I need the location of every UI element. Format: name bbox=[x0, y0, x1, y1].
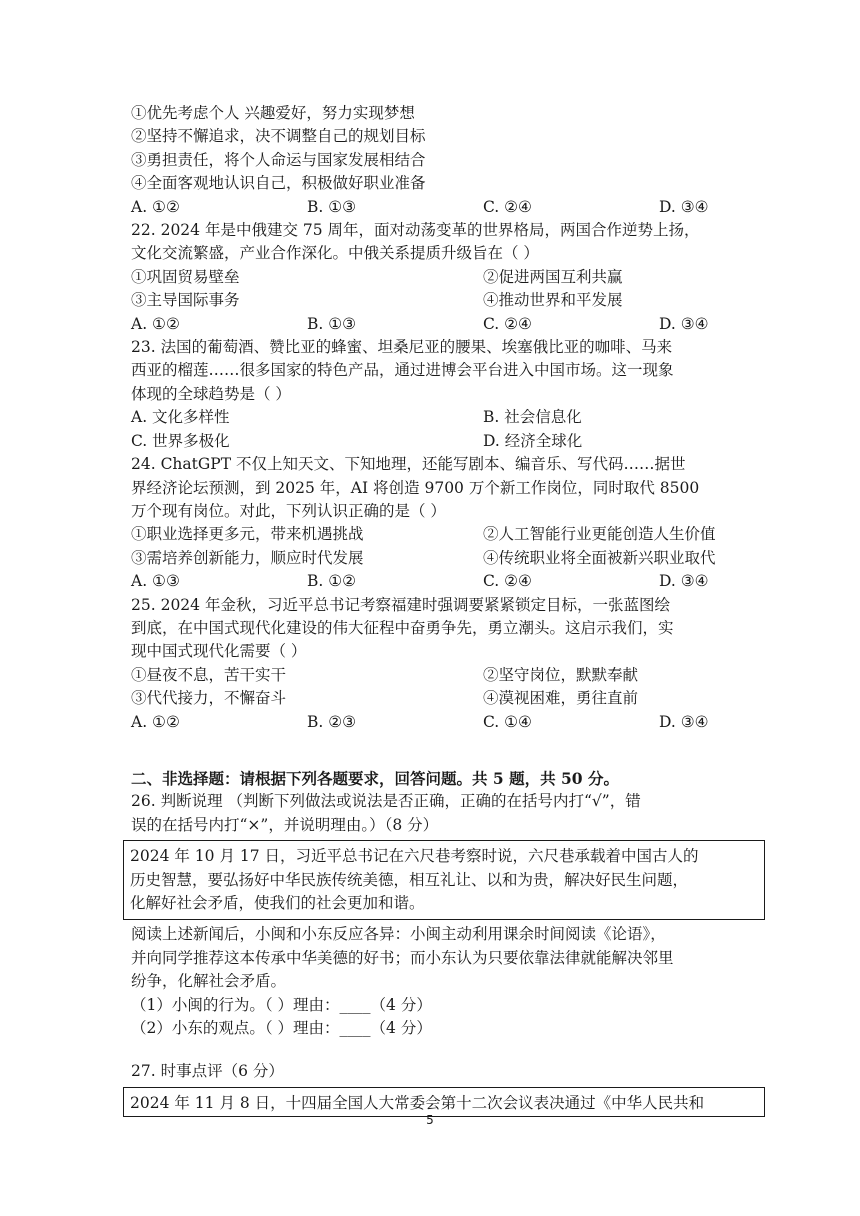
q21-option-2: ②坚持不懈追求，决不调整自己的规划目标 bbox=[131, 127, 426, 146]
q24-options-row-1 bbox=[131, 523, 771, 546]
q25-choices bbox=[131, 711, 771, 734]
q23-options-row-1 bbox=[131, 406, 771, 429]
q22-option-3: ③主导国际事务 bbox=[131, 291, 240, 310]
exam-content bbox=[131, 102, 771, 1120]
q25-choice-a: A. ①② bbox=[131, 712, 180, 731]
q26-passage-line-1: 阅读上述新闻后，小闽和小东反应各异：小闽主动利用课余时间阅读《论语》， bbox=[131, 925, 666, 944]
q24-options-row-2 bbox=[131, 547, 771, 570]
q25-option-2: ②坚守岗位，默默奉献 bbox=[483, 665, 639, 684]
q21-choice-d: D. ③④ bbox=[659, 197, 709, 216]
q25-option-3: ③代代接力，不懈奋斗 bbox=[131, 689, 287, 708]
q26-sub-question-2: （2）小东的观点。（ ）理由：____（4 分） bbox=[131, 1019, 432, 1038]
q24-option-4: ④传统职业将全面被新兴职业取代 bbox=[483, 548, 716, 567]
q23-stem-line-1: 23. 法国的葡萄酒、赞比亚的蜂蜜、坦桑尼亚的腰果、埃塞俄比亚的咖啡、马来 bbox=[131, 338, 673, 357]
q24-choice-b: B. ①② bbox=[307, 572, 357, 591]
q24-option-3: ③需培养创新能力，顺应时代发展 bbox=[131, 548, 364, 567]
spacer bbox=[131, 1040, 771, 1060]
q21-option-4: ④全面客观地认识自己，积极做好职业准备 bbox=[131, 174, 426, 193]
section-2-title: 二、非选择题：请根据下列各题要求，回答问题。共 5 题，共 50 分。 bbox=[131, 768, 619, 788]
q22-stem-line-2: 文化交流繁盛，产业合作深化。中俄关系提质升级旨在（ ） bbox=[131, 244, 539, 263]
q24-option-2: ②人工智能行业更能创造人生价值 bbox=[483, 525, 716, 544]
q24-choice-c: C. ②④ bbox=[483, 572, 532, 591]
q21-choice-b: B. ①③ bbox=[307, 197, 357, 216]
q25-stem-line-2: 到底，在中国式现代化建设的伟大征程中奋勇争先，勇立潮头。这启示我们，实 bbox=[131, 618, 674, 637]
q22-choices bbox=[131, 313, 771, 336]
q22-choice-a: A. ①② bbox=[131, 314, 180, 333]
q25-option-1: ①昼夜不息，苦干实干 bbox=[131, 665, 287, 684]
spacer bbox=[131, 734, 771, 767]
q27-title: 27. 时事点评（6 分） bbox=[131, 1062, 284, 1081]
q26-news-box bbox=[123, 840, 765, 920]
q21-choice-c: C. ②④ bbox=[483, 197, 532, 216]
q25-choice-c: C. ①④ bbox=[483, 712, 532, 731]
q24-stem-line-2: 界经济论坛预测，到 2025 年，AI 将创造 9700 万个新工作岗位，同时取代 8500 bbox=[131, 478, 700, 497]
q24-choices bbox=[131, 570, 771, 593]
q23-choice-a: A. 文化多样性 bbox=[131, 408, 230, 427]
page-number: 5 bbox=[426, 1113, 434, 1127]
q23-options-row-2 bbox=[131, 430, 771, 453]
q22-stem-line-1: 22. 2024 年是中俄建交 75 周年，面对动荡变革的世界格局，两国合作逆势上扬， bbox=[131, 221, 700, 240]
q26-stem-line-2: 误的在括号内打“×”，并说明理由。）（8 分） bbox=[131, 815, 439, 834]
q25-option-4: ④漠视困难，勇往直前 bbox=[483, 689, 639, 708]
q23-choice-d: D. 经济全球化 bbox=[483, 431, 583, 450]
q26-box-line-2: 历史智慧，要弘扬好中华民族传统美德，相互礼让、以和为贵，解决好民生问题， bbox=[130, 870, 689, 889]
q24-stem-line-1: 24. ChatGPT 不仅上知天文、下知地理，还能写剧本、编音乐、写代码……据世 bbox=[131, 455, 686, 474]
q26-passage-line-2: 并向同学推荐这本传承中华美德的好书；而小东认为只要依靠法律就能解决邻里 bbox=[131, 948, 674, 967]
q21-option-1: ①优先考虑个人 兴趣爱好，努力实现梦想 bbox=[131, 104, 415, 122]
q23-choice-c: C. 世界多极化 bbox=[131, 431, 230, 450]
q27-box-line-1: 2024 年 11 月 8 日，十四届全国人大常委会第十二次会议表决通过《中华人民共和 bbox=[130, 1093, 705, 1112]
q25-stem-line-3: 现中国式现代化需要（ ） bbox=[131, 642, 307, 661]
q22-choice-d: D. ③④ bbox=[659, 314, 709, 333]
q25-stem-line-1: 25. 2024 年金秋，习近平总书记考察福建时强调要紧紧锁定目标，一张蓝图绘 bbox=[131, 595, 670, 614]
q26-stem-line-1: 26. 判断说理 （判断下列做法或说法是否正确，正确的在括号内打“√”，错 bbox=[131, 792, 641, 811]
q26-box-line-1: 2024 年 10 月 17 日，习近平总书记在六尺巷考察时说，六尺巷承载着中国古人的 bbox=[130, 847, 699, 866]
q26-box-line-3: 化解好社会矛盾，使我们的社会更加和谐。 bbox=[130, 894, 425, 912]
q23-stem-line-2: 西亚的榴莲……很多国家的特色产品，通过进博会平台进入中国市场。这一现象 bbox=[131, 361, 674, 380]
q24-choice-d: D. ③④ bbox=[659, 572, 709, 591]
q26-passage-line-3: 纷争，化解社会矛盾。 bbox=[131, 972, 287, 991]
q21-option-3: ③勇担责任，将个人命运与国家发展相结合 bbox=[131, 150, 426, 169]
q22-option-2: ②促进两国互利共赢 bbox=[483, 267, 623, 286]
q26-sub-question-1: （1）小闽的行为。（ ）理由：____（4 分） bbox=[131, 995, 432, 1014]
q21-choice-a: A. ①② bbox=[131, 197, 180, 216]
q23-choice-b: B. 社会信息化 bbox=[483, 408, 582, 427]
q24-stem-line-3: 万个现有岗位。对此，下列认识正确的是（ ） bbox=[131, 501, 446, 520]
q21-choices bbox=[131, 196, 771, 219]
q24-option-1: ①职业选择更多元，带来机遇挑战 bbox=[131, 525, 364, 544]
q25-choice-d: D. ③④ bbox=[659, 712, 709, 731]
q22-choice-c: C. ②④ bbox=[483, 314, 532, 333]
q22-options-row-1 bbox=[131, 266, 771, 289]
q25-options-row-2 bbox=[131, 687, 771, 710]
q23-stem-line-3: 体现的全球趋势是（ ） bbox=[131, 384, 291, 403]
q22-choice-b: B. ①③ bbox=[307, 314, 357, 333]
q25-options-row-1 bbox=[131, 664, 771, 687]
q22-option-4: ④推动世界和平发展 bbox=[483, 291, 623, 310]
q22-options-row-2 bbox=[131, 289, 771, 312]
q25-choice-b: B. ②③ bbox=[307, 712, 357, 731]
q24-choice-a: A. ①③ bbox=[131, 572, 180, 591]
q22-option-1: ①巩固贸易壁垒 bbox=[131, 267, 240, 286]
